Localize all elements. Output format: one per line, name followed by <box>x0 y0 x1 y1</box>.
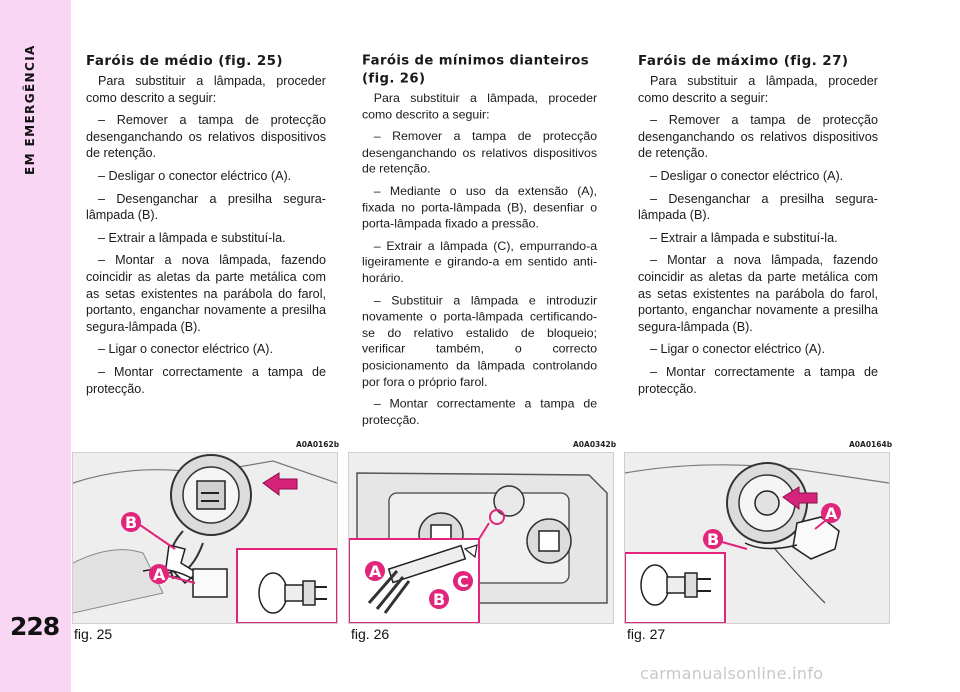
paragraph: – Desenganchar a presilha segura-lâmpada (B). <box>638 191 878 223</box>
paragraph: – Montar a nova lâmpada, fazendo coincidir as aletas da parte metálica com as setas existentes na parábola do farol, portanto, enganchar novamente a presilha segura-lâmpada (B). <box>86 253 326 334</box>
paragraph: – Desenganchar a presilha segura-lâmpada (B). <box>86 191 326 223</box>
headlight-low-beam-drawing <box>73 453 337 623</box>
figure-27-illustration <box>624 452 890 624</box>
paragraph: Para substituir a lâmpada, proceder como descrito a seguir: <box>86 74 326 105</box>
heading-low-beam: Faróis de médio (fig. 25) <box>86 53 283 69</box>
headlight-high-beam-drawing <box>625 453 889 623</box>
paragraph: – Mediante o uso da extensão (A), fixada no porta-lâmpada (B), desenfiar o porta-lâmpada fixado a pressão. <box>362 184 598 231</box>
paragraph: – Remover a tampa de protecção desenganchando os relativos dispositivos de retenção. <box>638 113 878 161</box>
paragraph: – Extrair a lâmpada e substituí-la. <box>650 230 838 245</box>
paragraph: Para substituir a lâmpada, proceder como descrito a seguir: <box>638 74 878 105</box>
figure-code: A0A0162b <box>296 440 340 449</box>
paragraph: – Extrair a lâmpada e substituí-la. <box>98 230 286 245</box>
paragraph: Para substituir a lâmpada, proceder como descrito a seguir: <box>362 91 598 122</box>
callout-label: A <box>369 562 382 581</box>
callout-label: B <box>707 530 720 549</box>
heading-high-beam: Faróis de máximo (fig. 27) <box>638 53 849 69</box>
paragraph: – Ligar o conector eléctrico (A). <box>650 342 825 357</box>
callout-label: A <box>153 565 166 584</box>
paragraph: – Montar correctamente a tampa de protecção. <box>638 364 878 396</box>
section-title: EM EMERGÊNCIA <box>23 44 37 175</box>
paragraph: – Montar a nova lâmpada, fazendo coincidir as aletas da parte metálica com as setas existentes na parábola do farol, portanto, enganchar novamente a presilha segura-lâmpada (B). <box>638 253 878 334</box>
paragraph: – Montar correctamente a tampa de protecção. <box>362 396 598 427</box>
watermark-text: carmanualsonline.info <box>640 664 824 683</box>
callout-label: C <box>457 572 469 591</box>
column-low-beam <box>86 52 326 403</box>
side-light-drawing <box>349 453 613 623</box>
callout-label: B <box>433 590 446 609</box>
figure-caption: fig. 27 <box>627 626 666 642</box>
paragraph: – Remover a tampa de protecção desenganchando os relativos dispositivos de retenção. <box>86 113 326 161</box>
paragraph: – Extrair a lâmpada (C), empurrando-a ligeiramente e girando-a em sentido anti-horário. <box>362 238 598 286</box>
paragraph: – Montar correctamente a tampa de protecção. <box>86 364 326 396</box>
paragraph: – Ligar o conector eléctrico (A). <box>98 342 273 357</box>
page-number: 228 <box>10 612 60 641</box>
heading-side-lights: Faróis de mínimos dianteiros (fig. 26) <box>362 52 590 87</box>
figure-caption: fig. 26 <box>351 626 390 642</box>
callout-label: B <box>125 513 138 532</box>
paragraph: – Substituir a lâmpada e introduzir novamente o porta-lâmpada certificando-se do relativo estalido de bloqueio; verificar também, o correcto posicionamento da lâmpada controlando por fora o próprio farol. <box>362 293 598 389</box>
sidebar <box>0 0 71 692</box>
figure-caption: fig. 25 <box>74 626 113 642</box>
paragraph: – Desligar o conector eléctrico (A). <box>650 168 844 183</box>
callout-label: A <box>825 504 838 523</box>
figure-code: A0A0342b <box>573 440 617 449</box>
figure-25-illustration <box>72 452 338 624</box>
column-side-lights <box>362 52 597 434</box>
figure-code: A0A0164b <box>849 440 893 449</box>
paragraph: – Remover a tampa de protecção desenganchando os relativos dispositivos de retenção. <box>362 129 598 176</box>
figure-26-illustration <box>348 452 614 624</box>
column-high-beam <box>638 52 878 403</box>
paragraph: – Desligar o conector eléctrico (A). <box>98 168 292 183</box>
